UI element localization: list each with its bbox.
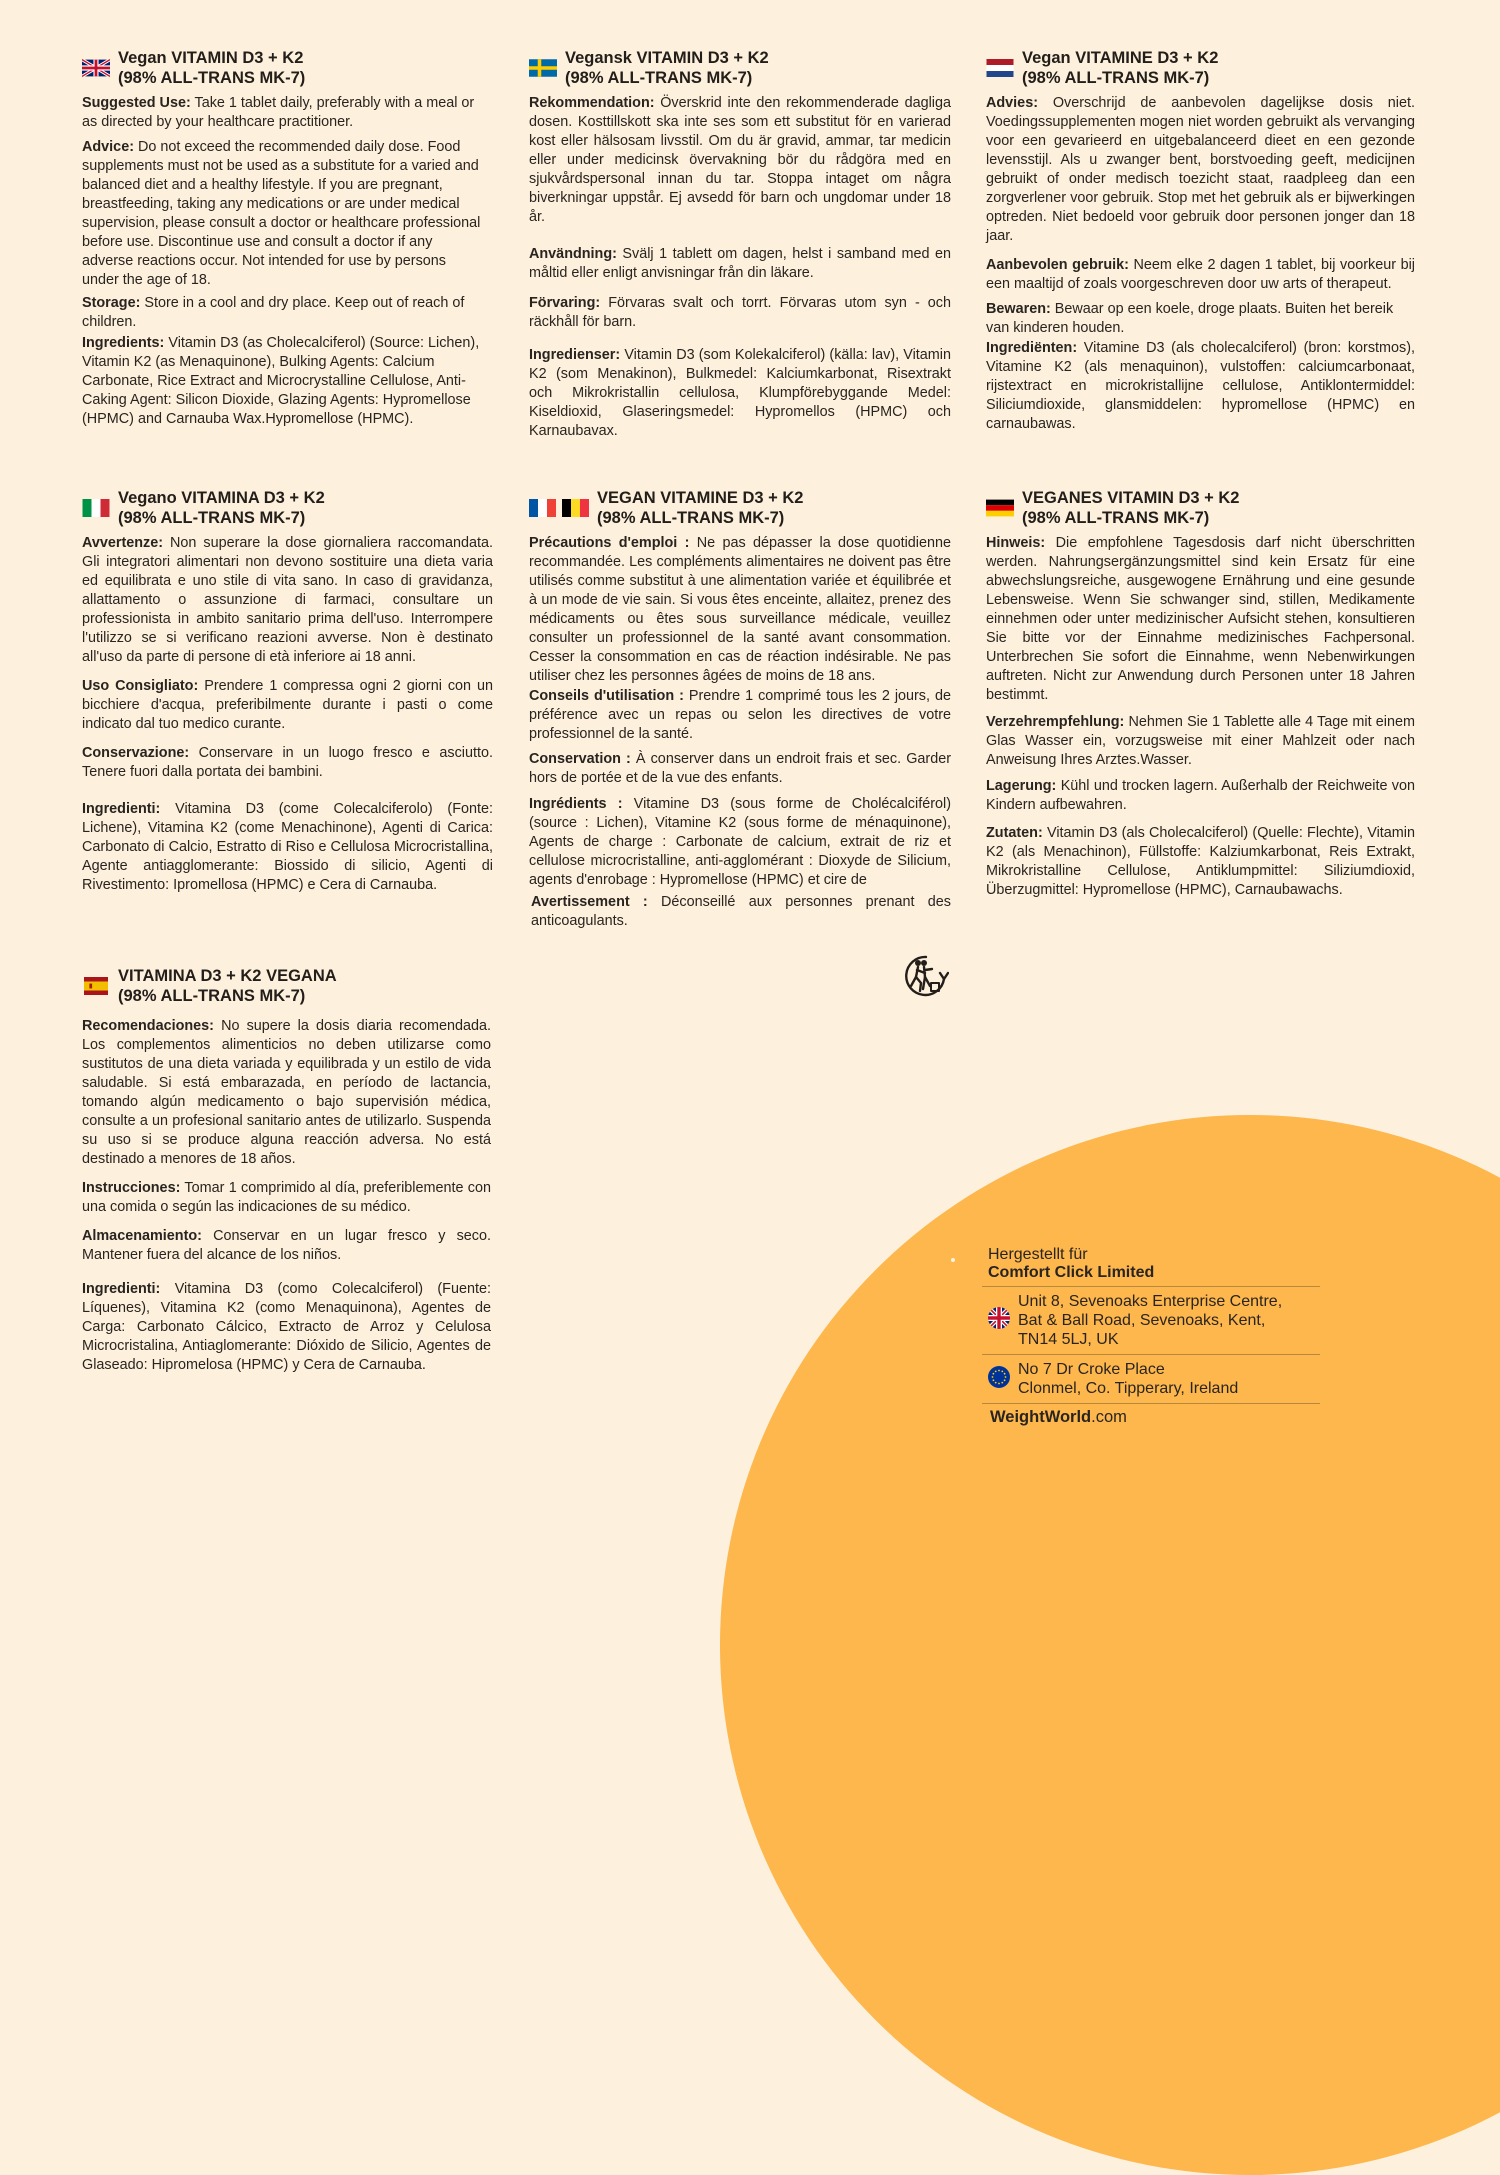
usage-paragraph — [986, 256, 1415, 294]
label: Ingrédients : — [529, 796, 623, 812]
usage-paragraph — [82, 677, 493, 734]
text: Bewaar op een koele, droge plaats. Buiten het bereik van kinderen houden. — [986, 301, 1394, 336]
storage-paragraph — [82, 1227, 491, 1265]
section-subtitle: (98% ALL-TRANS MK-7) — [118, 69, 306, 87]
section-header — [986, 488, 1415, 528]
ingredients-paragraph — [82, 1280, 491, 1375]
section-header — [986, 48, 1415, 88]
section-header — [82, 48, 482, 88]
section-title: VITAMINA D3 + K2 VEGANA — [118, 967, 337, 985]
netherlands-flag-icon — [986, 59, 1014, 77]
ingredients-paragraph — [529, 795, 951, 890]
brand-name: WeightWorld — [990, 1408, 1092, 1426]
storage-paragraph — [529, 750, 951, 788]
section-subtitle: (98% ALL-TRANS MK-7) — [118, 509, 306, 527]
text: Vitamin D3 (som Kolekalciferol) (källa: lav), Vitamin K2 (som Menakinon), Bulkmedel: Kalciumkarbonat, Risextrakt och Mikrokristallin cellulosa, Klumpförebyggande Medel: Kiseldioxid, Glaseringsmedel: Hypromellos (HPMC) och Karnaubavax. — [529, 347, 951, 439]
manufacturer-info — [982, 1246, 1320, 1427]
storage-paragraph — [986, 777, 1415, 815]
advice-paragraph — [986, 94, 1415, 246]
text: Prendere 1 compressa ogni 2 giorni con un bicchiere d'acqua, preferibilmente durante i pasti o come indicato dal tuo medico curante. — [82, 678, 494, 732]
section-header — [82, 488, 493, 528]
uk-address-row — [982, 1286, 1320, 1354]
label: Avvertenze: — [82, 535, 164, 551]
section-spanish — [82, 966, 491, 1375]
section-header — [529, 48, 951, 88]
uk-address-line: Unit 8, Sevenoaks Enterprise Centre, — [1018, 1293, 1283, 1310]
section-title: Vegansk VITAMIN D3 + K2 — [565, 49, 769, 67]
section-subtitle: (98% ALL-TRANS MK-7) — [1022, 69, 1210, 87]
belgium-flag-icon — [562, 499, 589, 517]
ingredients-paragraph — [986, 824, 1415, 900]
text: Vitamine D3 (als cholecalciferol) (bron: korstmos), Vitamine K2 (als menaquinon), vulstoffen: calciumcarbonaat, rijstextract en microkristallijne cellulose, Antiklontermiddel: Siliciumdioxide, glansmiddelen: hypromellose (HPMC) en carnaubawas. — [986, 340, 1415, 432]
text: Déconseillé aux personnes prenant des anticoagulants. — [531, 894, 951, 929]
section-header — [529, 488, 951, 528]
brand-website — [982, 1403, 1320, 1427]
text: Take 1 tablet daily, preferably with a meal or as directed by your healthcare practitioner. — [82, 95, 475, 130]
label: Storage: — [82, 295, 141, 311]
warnings-paragraph — [82, 534, 493, 667]
text: No supere la dosis diaria recomendada. Los complementos alimenticios no deben utilizarse como sustitutos de una dieta variada y equilibrada y un estilo de vida saludable. Si está embarazada, en período de lactancia, tomando algún medicamento o bajo supervisión médica, consulte a un profesional sanitario antes de utilizarlo. Suspenda su uso si se produce alguna reacción adversa. No está destinado a menores de 18 años. — [82, 1018, 491, 1167]
text: Store in a cool and dry place. Keep out of reach of children. — [82, 295, 465, 330]
section-swedish — [529, 48, 951, 441]
suggested-use-paragraph — [82, 94, 482, 132]
germany-flag-icon — [986, 499, 1014, 517]
label: Rekommendation: — [529, 95, 655, 111]
text: Prendre 1 comprimé tous les 2 jours, de préférence avec un repas ou selon les directives de votre professionnel de la santé. — [529, 688, 951, 742]
advice-paragraph — [82, 138, 482, 290]
eu-flag-icon — [988, 1366, 1010, 1393]
ingredients-paragraph — [82, 800, 493, 895]
text: Conservare in un luogo fresco e asciutto. Tenere fuori dalla portata dei bambini. — [82, 745, 493, 780]
hint-paragraph — [986, 534, 1415, 705]
company-name: Comfort Click Limited — [988, 1264, 1155, 1281]
text: Svälj 1 tablett om dagen, helst i samband med en måltid eller enligt anvisningar från din läkare. — [529, 246, 951, 281]
brand-domain: .com — [1091, 1408, 1127, 1426]
uk-flag-icon — [82, 59, 110, 77]
text: Förvaras svalt och torrt. Förvaras utom syn - och räckhåll för barn. — [529, 295, 951, 330]
spain-flag-icon — [82, 977, 110, 995]
usage-paragraph — [529, 245, 951, 283]
text: Nehmen Sie 1 Tablette alle 4 Tage mit einem Glas Wasser ein, vorzugsweise mit einer Mahlzeit oder nach Anweisung Ihres Arztes.Wasser. — [986, 714, 1415, 768]
section-subtitle: (98% ALL-TRANS MK-7) — [1022, 509, 1210, 527]
section-english — [82, 48, 482, 429]
decorative-dot — [951, 1258, 955, 1262]
made-for-label: Hergestellt für — [988, 1246, 1088, 1263]
instructions-paragraph — [82, 1179, 491, 1217]
storage-paragraph — [529, 294, 951, 332]
label: Aanbevolen gebruik: — [986, 257, 1129, 273]
label: Almacenamiento: — [82, 1228, 202, 1244]
text: Conservar en un lugar fresco y seco. Mantener fuera del alcance de los niños. — [82, 1228, 491, 1263]
uk-address-line: Bat & Ball Road, Sevenoaks, Kent, — [1018, 1312, 1266, 1329]
text: Tomar 1 comprimido al día, preferiblemente con una comida o según las indicaciones de su médico. — [82, 1180, 491, 1215]
ingredients-paragraph — [529, 346, 951, 441]
label: Conservazione: — [82, 745, 190, 761]
section-subtitle: (98% ALL-TRANS MK-7) — [597, 509, 785, 527]
usage-paragraph — [529, 687, 951, 744]
label: Bewaren: — [986, 301, 1051, 317]
label: Ingredients: — [82, 335, 165, 351]
france-belgium-flags — [529, 499, 589, 517]
section-header — [82, 966, 491, 1006]
text: Vitamina D3 (como Colecalciferol) (Fuente: Líquenes), Vitamina K2 (como Menaquinona), Agentes de Carga: Carbonato Cálcico, Extracto de Arroz y Celulosa Microcristalina, Antiaglomerante: Dióxido de Silicio, Agentes de Glaseado: Hipromelosa (HPMC) y Cera de Carnauba. — [82, 1281, 491, 1373]
ingredients-paragraph — [82, 334, 482, 429]
label: Förvaring: — [529, 295, 601, 311]
section-german — [986, 488, 1415, 900]
label: Ingredienser: — [529, 347, 621, 363]
label: Ingredienti: — [82, 801, 161, 817]
ingredients-paragraph — [986, 339, 1415, 434]
eu-address-row — [982, 1354, 1320, 1403]
section-subtitle: (98% ALL-TRANS MK-7) — [565, 69, 753, 87]
precautions-paragraph — [529, 534, 951, 686]
label: Ingrediënten: — [986, 340, 1078, 356]
label: Advice: — [82, 139, 134, 155]
label: Conseils d'utilisation : — [529, 688, 684, 704]
label: Précautions d'emploi : — [529, 535, 690, 551]
text: Non superare la dose giornaliera raccomandata. Gli integratori alimentari non devono sostituire una dieta varia ed equilibrata e uno stile di vita sano. In caso di gravidanza, allattamento o assunzione di farmaci, consultare un professionista in ambito sanitario prima dell'uso. Interrompere l'utilizzo se si verificano reazioni avverse. Non è destinato all'uso da parte di persone di età inferiore ai 18 anni. — [82, 535, 493, 665]
france-flag-icon — [529, 499, 556, 517]
section-title: Vegano VITAMINA D3 + K2 — [118, 489, 325, 507]
label: Lagerung: — [986, 778, 1057, 794]
label: Instrucciones: — [82, 1180, 181, 1196]
label: Verzehrempfehlung: — [986, 714, 1125, 730]
label: Suggested Use: — [82, 95, 191, 111]
text: Kühl und trocken lagern. Außerhalb der Reichweite von Kindern aufbewahren. — [986, 778, 1415, 813]
eu-address-line: No 7 Dr Croke Place — [1018, 1361, 1165, 1378]
section-french — [529, 488, 951, 931]
text: Do not exceed the recommended daily dose. Food supplements must not be used as a substitute for a varied and balanced diet and a healthy lifestyle. If you are pregnant, breastfeeding, taking any medications or are under medical supervision, please consult a doctor or healthcare professional before use. Discontinue use and consult a doctor if any adverse reactions occur. Not intended for use by persons under the age of 18. — [82, 139, 481, 288]
label: Uso Consigliato: — [82, 678, 199, 694]
storage-paragraph — [82, 744, 493, 782]
eu-address-line: Clonmel, Co. Tipperary, Ireland — [1018, 1380, 1239, 1397]
label: Zutaten: — [986, 825, 1043, 841]
label: Conservation : — [529, 751, 631, 767]
section-title: Vegan VITAMIN D3 + K2 — [118, 49, 304, 67]
usage-paragraph — [986, 713, 1415, 770]
section-dutch — [986, 48, 1415, 434]
label: Recomendaciones: — [82, 1018, 214, 1034]
triman-recycling-icon — [903, 953, 949, 997]
uk-address-line: TN14 5LJ, UK — [1018, 1331, 1119, 1348]
text: Ne pas dépasser la dose quotidienne recommandée. Les compléments alimentaires ne doivent pas être utilisés comme substitut à une alimentation variée et équilibrée et à un mode de vie sain. Si vous êtes enceinte, allaitez, prenez des médicaments ou êtes sous surveillance médicale, veuillez consulter un professionnel de la santé avant consommation. Cesser la consommation en cas de réaction indésirable. Ne pas utiliser chez les personnes âgées de moins de 18 ans. — [529, 535, 951, 684]
uk-flag-icon — [988, 1307, 1010, 1334]
text: Vitamine D3 (sous forme de Cholécalciférol) (source : Lichen), Vitamine K2 (sous forme de ménaquinone), Agents de charge : Carbonate de calcium, extrait de riz et cellulose microcristalline, anti-agglomérant : Dioxyde de Silicium, agents d'enrobage : Hypromellose (HPMC) et cire de — [529, 796, 951, 888]
text: Vitamin D3 (als Cholecalciferol) (Quelle: Flechte), Vitamin K2 (als Menachinon), Füllstoffe: Kalziumkarbonat, Reis Extrakt, Mikrokristalline Cellulose, Antiklumpmittel: Siliziumdioxid, Überzugmittel: Hypromellose (HPMC), Carnaubawachs. — [986, 825, 1415, 898]
recommendations-paragraph — [82, 1017, 491, 1169]
text: Överskrid inte den rekommenderade dagliga dosen. Kosttillskott ska inte ses som ett substitut för en varierad kost eller hälsosam livsstil. Om du är gravid, ammar, tar medicin eller under medicinsk övervakning bör du rådgöra med en sjukvårdspersonal innan du tar. Stoppa intaget om några biverkningar uppstår. Ej avsedd för barn och ungdomar under 18 år. — [529, 95, 951, 225]
italy-flag-icon — [82, 499, 110, 517]
section-title: VEGANES VITAMIN D3 + K2 — [1022, 489, 1240, 507]
section-title: Vegan VITAMINE D3 + K2 — [1022, 49, 1219, 67]
text: Vitamin D3 (as Cholecalciferol) (Source: Lichen), Vitamin K2 (as Menaquinone), Bulking Agents: Calcium Carbonate, Rice Extract and Microcrystalline Cellulose, Anti-Caking Agent: Silicon Dioxide, Glazing Agents: Hypromellose (HPMC) and Carnauba Wax.Hypromellose (HPMC). — [82, 335, 480, 427]
sweden-flag-icon — [529, 59, 557, 77]
text: Overschrijd de aanbevolen dagelijkse dosis niet. Voedingssupplementen mogen niet worden gebruikt als vervanging voor een gevarieerd en uitgebalanceerd dieet en een gezonde levensstijl. Als u zwanger bent, borstvoeding geeft, medicijnen gebruikt of onder medisch toezicht staat, raadpleeg dan een zorgverlener voor gebruik. Stop met het gebruik als er bijwerkingen optreden. Niet bedoeld voor gebruik door personen jonger dan 18 jaar. — [986, 95, 1415, 244]
text: Die empfohlene Tagesdosis darf nicht überschritten werden. Nahrungsergänzungsmittel sind kein Ersatz für eine abwechslungsreiche, ausgewogene Ernährung und eine gesunde Lebensweise. Wenn Sie schwanger sind, stillen, Medikamente einnehmen oder unter medizinischer Aufsicht stehen, konsultieren Sie bitte vor der Einnahme medizinisches Fachpersonal. Unterbrechen Sie sofort die Einnahme, wenn Nebenwirkungen auftreten. Nicht zur Anwendung durch Personen unter 18 Jahren bestimmt. — [986, 535, 1415, 703]
recommendation-paragraph — [529, 94, 951, 227]
label: Ingredienti: — [82, 1281, 161, 1297]
label: Avertissement : — [531, 894, 648, 910]
text: À conserver dans un endroit frais et sec. Garder hors de portée et de la vue des enfants. — [529, 751, 951, 786]
section-italian — [82, 488, 493, 895]
storage-paragraph — [986, 300, 1415, 338]
label: Hinweis: — [986, 535, 1046, 551]
warning-paragraph — [529, 893, 951, 931]
text: Neem elke 2 dagen 1 tablet, bij voorkeur bij een maaltijd of zoals voorgeschreven door uw arts of therapeut. — [986, 257, 1415, 292]
label: Användning: — [529, 246, 617, 262]
storage-paragraph — [82, 294, 482, 332]
text: Vitamina D3 (come Colecalciferolo) (Fonte: Lichene), Vitamina K2 (come Menachinone), Agenti di Carica: Carbonato di Calcio, Estratto di Riso e Cellulosa Microcristallina, Agente antiagglomerante: Biossido di silicio, Agenti di Rivestimento: Ipromellosa (HPMC) e Cera di Carnauba. — [82, 801, 493, 893]
section-subtitle: (98% ALL-TRANS MK-7) — [118, 987, 306, 1005]
section-title: VEGAN VITAMINE D3 + K2 — [597, 489, 804, 507]
label: Advies: — [986, 95, 1038, 111]
